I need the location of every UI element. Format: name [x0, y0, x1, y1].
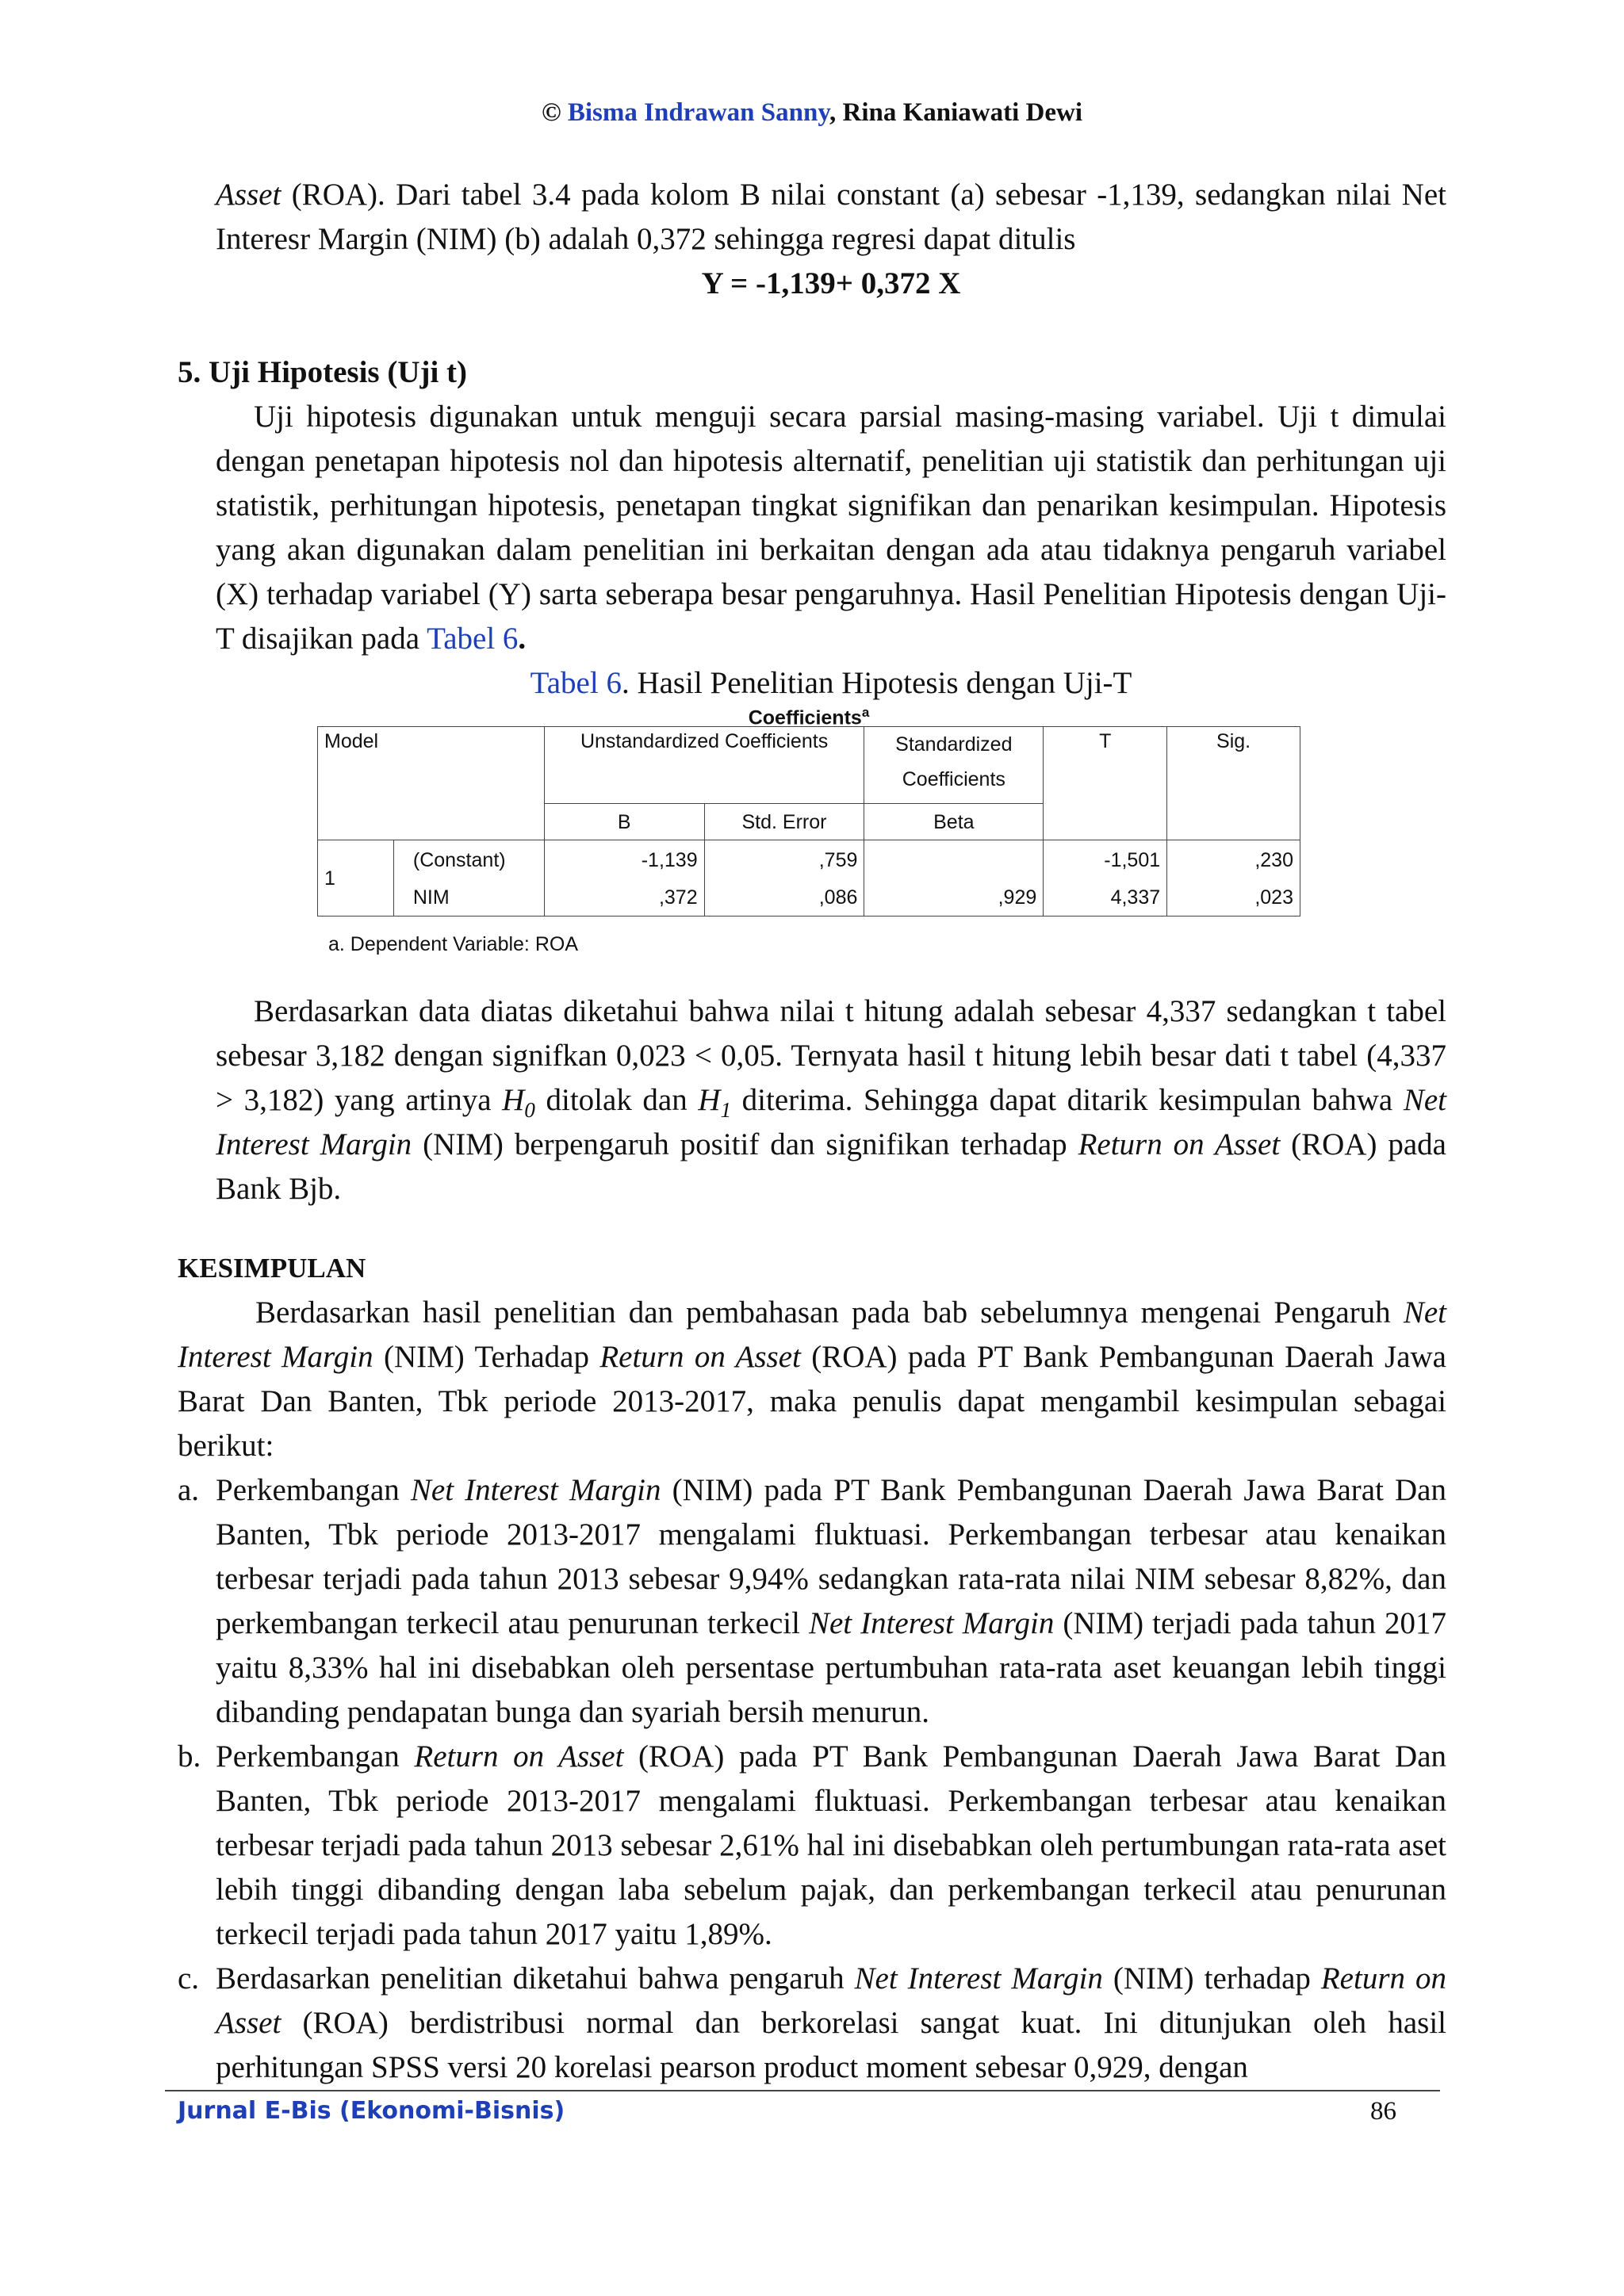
list-item: [178, 1957, 1446, 2090]
text: (ROA) pada PT Bank Pembangunan Daerah Jawa Barat Dan Banten, Tbk periode 2013-2017, maka penulis dapat mengambil kesimpulan sebagai berikut:: [178, 1340, 1446, 1463]
cell-std-error: ,086: [704, 880, 864, 916]
cell-beta: [864, 840, 1044, 880]
text: ditolak dan: [534, 1083, 699, 1117]
row-name: (Constant): [393, 840, 544, 880]
section-5-heading-wrap: [178, 350, 1446, 395]
text: diterima. Sehingga dapat ditarik kesimpulan bahwa: [731, 1083, 1404, 1117]
author-link[interactable]: Bisma Indrawan Sanny: [567, 98, 830, 127]
italic-term: Net Interest Margin: [808, 1606, 1055, 1640]
section-5-body: [216, 395, 1446, 706]
cell-b: -1,139: [544, 840, 704, 880]
italic-term: Net Interest Margin: [178, 1295, 1446, 1374]
copyright-symbol: ©: [541, 98, 561, 127]
paragraph-text: (ROA). Dari tabel 3.4 pada kolom B nilai constant (a) sebesar -1,139, sedangkan nilai Net Interesr Margin (NIM) (b) adalah 0,372 sehingga regresi dapat ditulis: [216, 178, 1446, 256]
regression-paragraph: [216, 173, 1446, 262]
list-marker: c.: [178, 1961, 200, 1996]
author-separator: ,: [829, 98, 837, 127]
table-title-sup: a: [861, 705, 870, 720]
italic-term: Net Interest Margin: [854, 1961, 1103, 1996]
list-marker: a.: [178, 1473, 200, 1507]
header-unstandardized: Unstandardized Coefficients: [544, 727, 864, 804]
header-std-error: Std. Error: [704, 804, 864, 840]
footer-rule: [165, 2090, 1440, 2091]
text: Perkembangan: [216, 1473, 411, 1507]
text: (ROA) pada Bank Bjb.: [216, 1127, 1446, 1206]
h0-letter: H: [502, 1083, 525, 1117]
cell-beta: ,929: [864, 880, 1044, 916]
text: Perkembangan: [216, 1739, 415, 1774]
text: (NIM) terhadap: [1102, 1961, 1321, 1996]
cell-std-error: ,759: [704, 840, 864, 880]
caption-text: . Hasil Penelitian Hipotesis dengan Uji-T: [621, 666, 1132, 700]
period: .: [518, 622, 527, 656]
text: (ROA) berdistribusi normal dan berkorelasi sangat kuat. Ini ditunjukan oleh hasil perhitungan SPSS versi 20 korelasi pearson product moment sebesar 0,929, dengan: [216, 2006, 1446, 2084]
italic-term: Return on Asset: [1078, 1127, 1281, 1161]
running-header: [0, 97, 1624, 128]
interpretation-paragraph: [216, 989, 1446, 1211]
header-b: B: [544, 804, 704, 840]
list-item-text: [216, 1957, 1446, 2090]
list-item-text: [216, 1735, 1446, 1957]
text: Berdasarkan data diatas diketahui bahwa nilai t hitung adalah sebesar 4,337 sedangkan t tabel sebesar 3,182 dengan signifkan 0,023 < 0,05. Ternyata hasil t hitung lebih besar dati t tabel (4,337 > 3,182) yang artinya: [216, 994, 1446, 1117]
italic-term: Asset: [216, 178, 282, 212]
top-paragraph-block: [216, 173, 1446, 306]
list-item: [178, 1735, 1446, 1957]
journal-name: Jurnal E-Bis (Ekonomi-Bisnis): [178, 2097, 565, 2125]
header-sig: Sig.: [1167, 727, 1300, 840]
list-item-text: [216, 1468, 1446, 1735]
h1-subscript: 1: [720, 1097, 732, 1122]
coefficients-table: [317, 726, 1300, 916]
h1-symbol: [698, 1083, 732, 1122]
header-standardized: Standardized Coefficients: [864, 727, 1044, 804]
table-row: [318, 840, 1300, 880]
h1-letter: H: [698, 1083, 721, 1117]
italic-term: Net Interest Margin: [410, 1473, 661, 1507]
text: (ROA) pada PT Bank Pembangunan Daerah Jawa Barat Dan Banten, Tbk periode 2013-2017 mengalami fluktuasi. Perkembangan terbesar atau kenaikan terbesar terjadi pada tahun 2013 sebesar 2,61% hal ini disebabkan oleh pertumbungan rata-rata aset lebih tinggi dibanding dengan laba sebelum pajak, dan perkembangan terkecil atau penurunan terkecil terjadi pada tahun 2017 yaitu 1,89%.: [216, 1739, 1447, 1951]
text: (NIM) terjadi pada tahun 2017 yaitu 8,33% hal ini disebabkan oleh persentase pertumbuhan rata-rata aset keuangan lebih tinggi dibanding pendapatan bunga dan syariah bersih menurun.: [216, 1606, 1446, 1729]
table-row: [318, 880, 1300, 916]
list-marker: b.: [178, 1739, 201, 1774]
conclusion-intro: [178, 1291, 1446, 1468]
page-number: 86: [1370, 2097, 1396, 2126]
row-name: NIM: [393, 880, 544, 916]
italic-term: Return on Asset: [216, 1961, 1446, 2040]
cell-sig: ,230: [1167, 840, 1300, 880]
regression-equation: Y = -1,139+ 0,372 X: [701, 266, 961, 300]
header-t: T: [1044, 727, 1167, 840]
cell-b: ,372: [544, 880, 704, 916]
text: (NIM) pada PT Bank Pembangunan Daerah Jawa Barat Dan Banten, Tbk periode 2013-2017 mengalami fluktuasi. Perkembangan terbesar atau kenaikan terbesar terjadi pada tahun 2013 sebesar 9,94% sedangkan rata-rata nilai NIM sebesar 8,82%, dan perkembangan terkecil atau penurunan terkecil: [216, 1473, 1446, 1640]
italic-term: Return on Asset: [599, 1340, 801, 1374]
hypothesis-paragraph: [216, 395, 1446, 661]
list-item: [178, 1468, 1446, 1735]
text: (NIM) berpengaruh positif dan signifikan terhadap: [412, 1127, 1078, 1161]
italic-term: Net Interest Margin: [216, 1083, 1446, 1161]
h0-symbol: [502, 1083, 535, 1122]
text: Berdasarkan penelitian diketahui bahwa pengaruh: [216, 1961, 855, 1996]
h0-subscript: 0: [524, 1097, 535, 1122]
text: Berdasarkan hasil penelitian dan pembahasan pada bab sebelumnya mengenai Pengaruh: [255, 1295, 1404, 1330]
interpretation-block: [216, 989, 1446, 1211]
table-title-text: Coefficients: [748, 706, 862, 729]
section-heading: 5. Uji Hipotesis (Uji t): [178, 355, 468, 389]
coauthor-name: Rina Kaniawati Dewi: [842, 98, 1083, 127]
header-model: Model: [318, 727, 545, 840]
paragraph-text: Uji hipotesis digunakan untuk menguji secara parsial masing-masing variabel. Uji t dimulai dengan penetapan hipotesis nol dan hipotesis alternatif, penelitian uji statistik dan perhitungan uji statistik, perhitungan hipotesis, penetapan tingkat signifikan dan penarikan kesimpulan. Hipotesis yang akan digunakan dalam penelitian ini berkaitan dengan ada atau tidaknya pengaruh variabel (X) terhadap variabel (Y) sarta seberapa besar pengaruhnya. Hasil Penelitian Hipotesis dengan Uji-T disajikan pada: [216, 400, 1446, 656]
table-caption-link[interactable]: Tabel 6: [530, 666, 622, 700]
text: (NIM) Terhadap: [373, 1340, 600, 1374]
header-beta: Beta: [864, 804, 1044, 840]
table-footnote: a. Dependent Variable: ROA: [328, 933, 579, 955]
italic-term: Return on Asset: [414, 1739, 624, 1774]
conclusion-section: [178, 1246, 1446, 2090]
cell-t: 4,337: [1044, 880, 1167, 916]
model-number: 1: [318, 840, 394, 916]
table-6-link[interactable]: Tabel 6: [427, 622, 519, 656]
conclusion-heading: KESIMPULAN: [178, 1253, 366, 1284]
cell-t: -1,501: [1044, 840, 1167, 880]
cell-sig: ,023: [1167, 880, 1300, 916]
